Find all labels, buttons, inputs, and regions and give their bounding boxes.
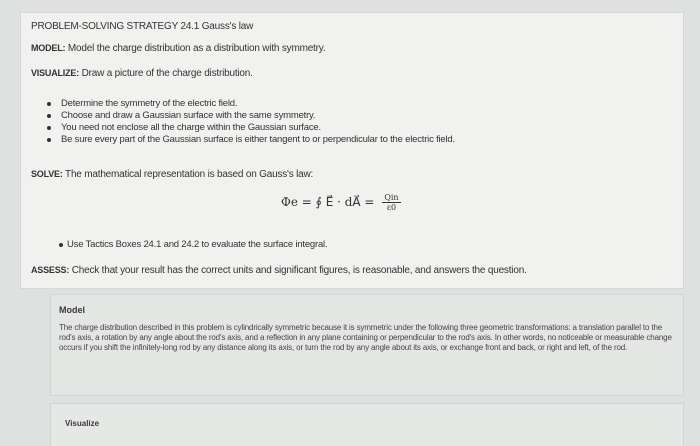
bullet-item: Determine the symmetry of the electric field.: [45, 98, 455, 110]
equation-denominator: ε0: [386, 203, 397, 212]
visualize-line: [31, 68, 253, 79]
model-answer-card: [50, 294, 684, 396]
assess-text: Check that your result has the correct units and significant figures, is reasonable, and answers the question.: [69, 265, 527, 276]
bullet-item: Choose and draw a Gaussian surface with the same symmetry.: [45, 110, 455, 122]
visualize-label: VISUALIZE:: [31, 68, 80, 78]
equation-lhs: Φe = ∮ E⃗ · dA⃗ =: [281, 195, 375, 209]
assess-line: [31, 265, 527, 276]
strategy-box: [20, 12, 684, 289]
visualize-card-heading: Visualize: [65, 419, 100, 428]
model-line: [31, 43, 325, 54]
solve-label: SOLVE:: [31, 169, 63, 179]
solve-line: [31, 169, 313, 180]
visualize-bullets: [45, 98, 455, 146]
strategy-title: PROBLEM-SOLVING STRATEGY 24.1 Gauss's law: [31, 21, 254, 32]
bullet-item: You need not enclose all the charge within the Gaussian surface.: [45, 122, 455, 134]
model-label: MODEL:: [31, 43, 66, 53]
visualize-text: Draw a picture of the charge distribution.: [79, 68, 253, 79]
equation-numerator: Qin: [384, 193, 399, 202]
assess-label: ASSESS:: [31, 265, 70, 275]
equation-fraction: [382, 193, 400, 212]
model-text: Model the charge distribution as a distribution with symmetry.: [65, 43, 326, 54]
model-card-body: The charge distribution described in this problem is cylindrically symmetric because it is symmetric under the following three geometric transformations: a translation parallel to the rod's axis, a rotation by any angle about the rod's axis, and a reflection in any plane containing or perpendicular to the rod's axis. In other words, no noticeable or measurable change occurs if you shift the infinitely-long rod by any distance along its axis, or turn the rod by any angle about its axis, or exchange front and back, or right and left, of the rod.: [59, 323, 672, 352]
solve-text: The mathematical representation is based on Gauss's law:: [62, 169, 314, 180]
visualize-answer-card[interactable]: [50, 403, 684, 446]
model-card-heading: Model: [59, 305, 85, 315]
tactics-bullet: Use Tactics Boxes 24.1 and 24.2 to evaluate the surface integral.: [67, 239, 328, 250]
bullet-item: Be sure every part of the Gaussian surface is either tangent to or perpendicular to the electric field.: [45, 134, 455, 146]
gauss-equation: [281, 193, 401, 212]
